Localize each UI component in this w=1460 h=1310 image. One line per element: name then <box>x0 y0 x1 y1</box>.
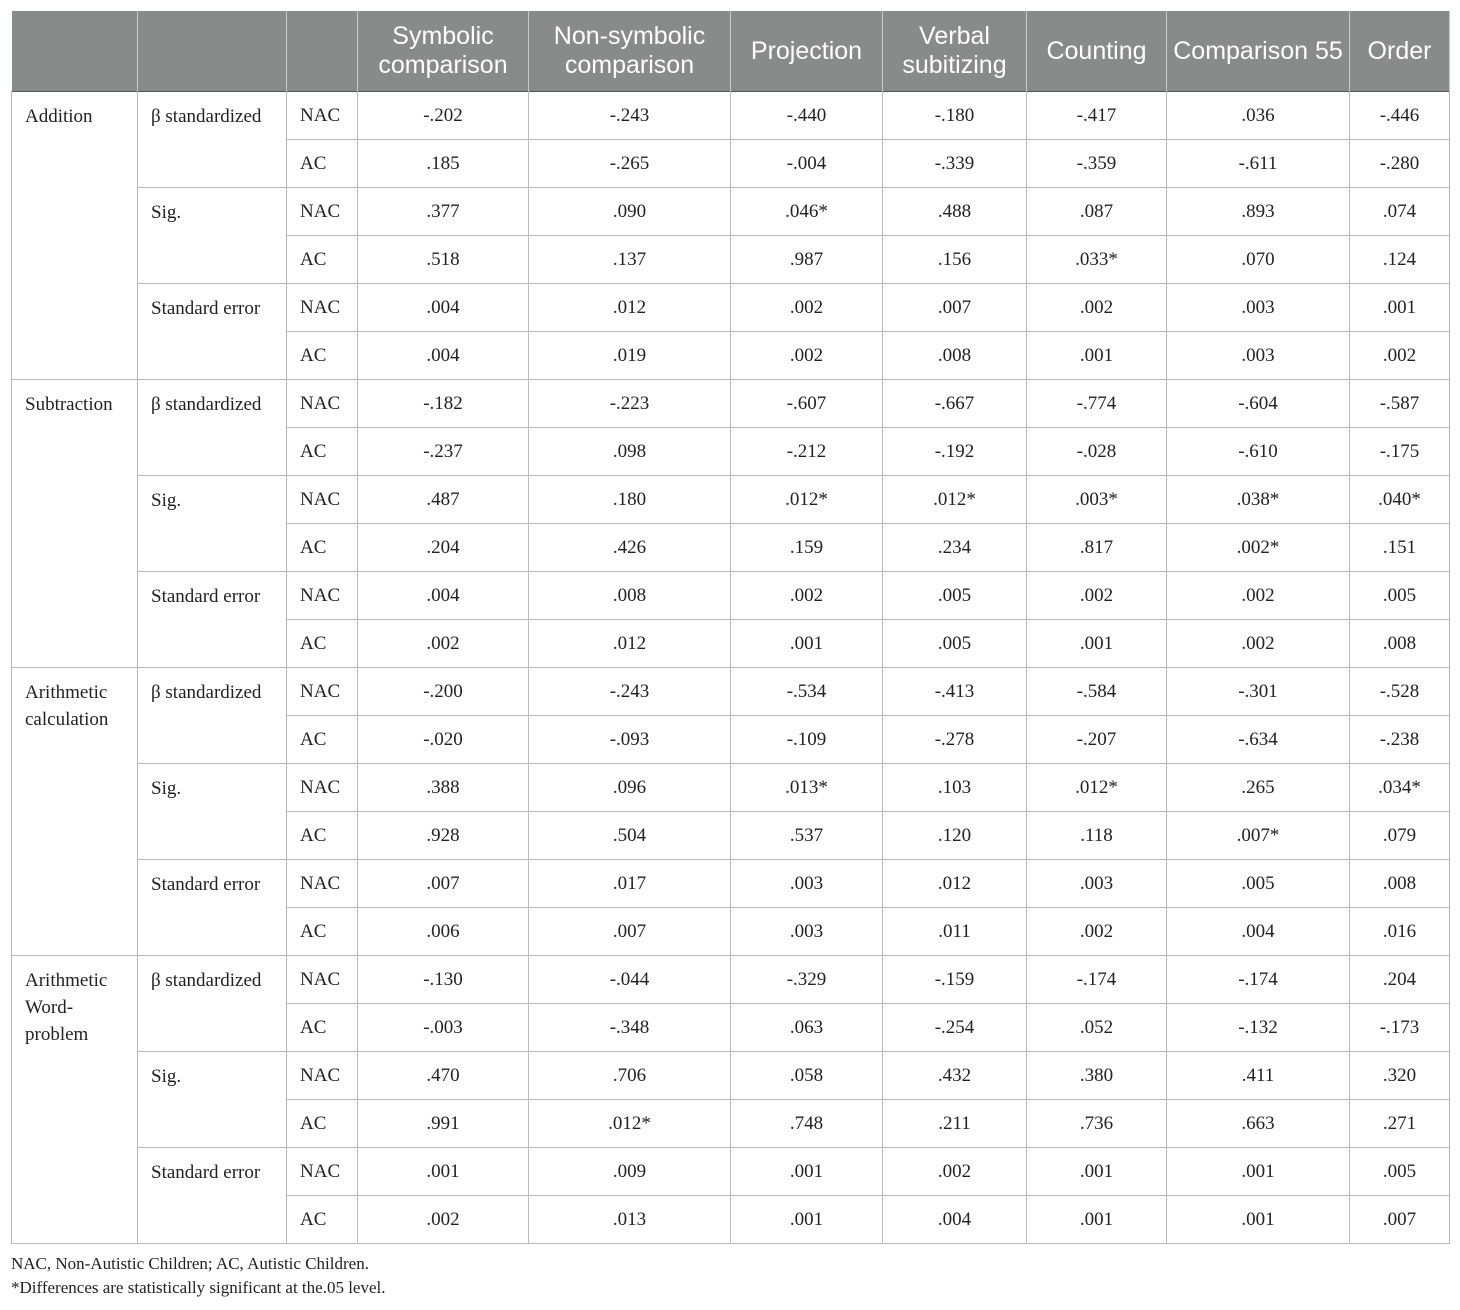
value-cell: .706 <box>529 1052 731 1100</box>
value-cell: -.200 <box>358 668 529 716</box>
task-label: Subtraction <box>12 380 138 668</box>
statistic-label: β standardized <box>138 956 287 1052</box>
value-cell: -.348 <box>529 1004 731 1052</box>
value-cell: .426 <box>529 524 731 572</box>
value-cell: -.339 <box>883 140 1027 188</box>
value-cell: -.440 <box>731 92 883 140</box>
value-cell: .070 <box>1167 236 1350 284</box>
value-cell: .005 <box>1350 572 1450 620</box>
table-row <box>12 572 1450 620</box>
value-cell: .096 <box>529 764 731 812</box>
group-label: AC <box>287 1004 358 1052</box>
group-label: NAC <box>287 1148 358 1196</box>
value-cell: .736 <box>1027 1100 1167 1148</box>
value-cell: .537 <box>731 812 883 860</box>
value-cell: -.528 <box>1350 668 1450 716</box>
column-header <box>138 11 287 92</box>
value-cell: .002* <box>1167 524 1350 572</box>
value-cell: .991 <box>358 1100 529 1148</box>
value-cell: -.280 <box>1350 140 1450 188</box>
value-cell: .103 <box>883 764 1027 812</box>
value-cell: -.610 <box>1167 428 1350 476</box>
value-cell: .002 <box>731 284 883 332</box>
value-cell: .002 <box>1167 572 1350 620</box>
group-label: NAC <box>287 572 358 620</box>
value-cell: .487 <box>358 476 529 524</box>
table-row <box>12 956 1450 1004</box>
value-cell: .008 <box>1350 860 1450 908</box>
value-cell: -.254 <box>883 1004 1027 1052</box>
column-header: Symbolic comparison <box>358 11 529 92</box>
value-cell: .012* <box>1027 764 1167 812</box>
value-cell: -.004 <box>731 140 883 188</box>
value-cell: .013 <box>529 1196 731 1244</box>
statistic-label: β standardized <box>138 380 287 476</box>
value-cell: .012* <box>731 476 883 524</box>
statistic-label: Sig. <box>138 476 287 572</box>
value-cell: -.534 <box>731 668 883 716</box>
statistic-label: Sig. <box>138 188 287 284</box>
table-row <box>12 1148 1450 1196</box>
value-cell: .012 <box>529 620 731 668</box>
statistic-label: Standard error <box>138 860 287 956</box>
value-cell: -.587 <box>1350 380 1450 428</box>
value-cell: -.607 <box>731 380 883 428</box>
value-cell: -.028 <box>1027 428 1167 476</box>
value-cell: .893 <box>1167 188 1350 236</box>
group-label: AC <box>287 812 358 860</box>
group-label: NAC <box>287 476 358 524</box>
value-cell: -.003 <box>358 1004 529 1052</box>
group-label: AC <box>287 1196 358 1244</box>
column-header <box>287 11 358 92</box>
group-label: AC <box>287 716 358 764</box>
column-header: Non-symbolic comparison <box>529 11 731 92</box>
value-cell: -.634 <box>1167 716 1350 764</box>
value-cell: .005 <box>883 572 1027 620</box>
value-cell: -.174 <box>1167 956 1350 1004</box>
value-cell: .137 <box>529 236 731 284</box>
value-cell: .004 <box>358 332 529 380</box>
table-row <box>12 668 1450 716</box>
value-cell: .008 <box>1350 620 1450 668</box>
value-cell: .004 <box>883 1196 1027 1244</box>
value-cell: .817 <box>1027 524 1167 572</box>
value-cell: .002 <box>883 1148 1027 1196</box>
value-cell: .001 <box>358 1148 529 1196</box>
value-cell: .003 <box>1167 332 1350 380</box>
statistic-label: β standardized <box>138 668 287 764</box>
column-header: Order <box>1350 11 1450 92</box>
value-cell: .388 <box>358 764 529 812</box>
statistic-label: β standardized <box>138 92 287 188</box>
value-cell: -.584 <box>1027 668 1167 716</box>
value-cell: .004 <box>358 572 529 620</box>
value-cell: -.020 <box>358 716 529 764</box>
value-cell: -.329 <box>731 956 883 1004</box>
value-cell: .012* <box>883 476 1027 524</box>
group-label: NAC <box>287 860 358 908</box>
value-cell: .006 <box>358 908 529 956</box>
value-cell: .008 <box>529 572 731 620</box>
value-cell: .001 <box>1027 1148 1167 1196</box>
group-label: AC <box>287 428 358 476</box>
value-cell: .518 <box>358 236 529 284</box>
value-cell: -.237 <box>358 428 529 476</box>
value-cell: .002 <box>1350 332 1450 380</box>
table-row <box>12 764 1450 812</box>
value-cell: .058 <box>731 1052 883 1100</box>
value-cell: .012 <box>529 284 731 332</box>
table-row <box>12 476 1450 524</box>
value-cell: .377 <box>358 188 529 236</box>
value-cell: .003 <box>1027 860 1167 908</box>
statistic-label: Standard error <box>138 572 287 668</box>
value-cell: .007 <box>529 908 731 956</box>
value-cell: -.207 <box>1027 716 1167 764</box>
value-cell: .040* <box>1350 476 1450 524</box>
value-cell: .159 <box>731 524 883 572</box>
value-cell: .001 <box>1167 1148 1350 1196</box>
value-cell: .003 <box>1167 284 1350 332</box>
table-row <box>12 92 1450 140</box>
value-cell: .002 <box>731 572 883 620</box>
column-header: Verbal subitizing <box>883 11 1027 92</box>
group-label: NAC <box>287 284 358 332</box>
group-label: NAC <box>287 188 358 236</box>
value-cell: .001 <box>1350 284 1450 332</box>
group-label: NAC <box>287 668 358 716</box>
value-cell: .079 <box>1350 812 1450 860</box>
value-cell: .320 <box>1350 1052 1450 1100</box>
value-cell: .036 <box>1167 92 1350 140</box>
value-cell: .234 <box>883 524 1027 572</box>
value-cell: .211 <box>883 1100 1027 1148</box>
table-row <box>12 860 1450 908</box>
value-cell: .204 <box>358 524 529 572</box>
value-cell: .987 <box>731 236 883 284</box>
value-cell: .204 <box>1350 956 1450 1004</box>
table-footnotes <box>11 1252 386 1300</box>
value-cell: -.604 <box>1167 380 1350 428</box>
value-cell: .470 <box>358 1052 529 1100</box>
group-label: AC <box>287 908 358 956</box>
value-cell: -.243 <box>529 92 731 140</box>
value-cell: .033* <box>1027 236 1167 284</box>
value-cell: -.611 <box>1167 140 1350 188</box>
results-table <box>11 11 1450 1244</box>
table-body <box>12 92 1450 1244</box>
value-cell: -.180 <box>883 92 1027 140</box>
value-cell: -.223 <box>529 380 731 428</box>
value-cell: -.109 <box>731 716 883 764</box>
value-cell: .002 <box>358 1196 529 1244</box>
value-cell: .411 <box>1167 1052 1350 1100</box>
value-cell: .002 <box>1027 284 1167 332</box>
value-cell: .002 <box>358 620 529 668</box>
value-cell: .663 <box>1167 1100 1350 1148</box>
value-cell: .003 <box>731 908 883 956</box>
group-label: AC <box>287 524 358 572</box>
value-cell: .098 <box>529 428 731 476</box>
value-cell: .002 <box>1027 572 1167 620</box>
column-header: Projection <box>731 11 883 92</box>
value-cell: .087 <box>1027 188 1167 236</box>
value-cell: -.359 <box>1027 140 1167 188</box>
group-label: AC <box>287 236 358 284</box>
value-cell: -.093 <box>529 716 731 764</box>
value-cell: .151 <box>1350 524 1450 572</box>
value-cell: .001 <box>731 1196 883 1244</box>
value-cell: .271 <box>1350 1100 1450 1148</box>
value-cell: .007* <box>1167 812 1350 860</box>
value-cell: .019 <box>529 332 731 380</box>
value-cell: .007 <box>1350 1196 1450 1244</box>
value-cell: .074 <box>1350 188 1450 236</box>
group-label: AC <box>287 1100 358 1148</box>
value-cell: .003* <box>1027 476 1167 524</box>
value-cell: .002 <box>731 332 883 380</box>
value-cell: .001 <box>731 1148 883 1196</box>
value-cell: .001 <box>1027 1196 1167 1244</box>
value-cell: .005 <box>1167 860 1350 908</box>
statistic-label: Sig. <box>138 764 287 860</box>
value-cell: -.044 <box>529 956 731 1004</box>
value-cell: .432 <box>883 1052 1027 1100</box>
group-label: NAC <box>287 1052 358 1100</box>
value-cell: -.446 <box>1350 92 1450 140</box>
value-cell: -.174 <box>1027 956 1167 1004</box>
value-cell: -.243 <box>529 668 731 716</box>
value-cell: .001 <box>1027 332 1167 380</box>
task-label: Arithmetic Word-problem <box>12 956 138 1244</box>
value-cell: -.192 <box>883 428 1027 476</box>
value-cell: .928 <box>358 812 529 860</box>
statistic-label: Sig. <box>138 1052 287 1148</box>
value-cell: .003 <box>731 860 883 908</box>
value-cell: -.301 <box>1167 668 1350 716</box>
value-cell: -.173 <box>1350 1004 1450 1052</box>
table-row <box>12 380 1450 428</box>
column-header: Counting <box>1027 11 1167 92</box>
value-cell: .012 <box>883 860 1027 908</box>
value-cell: .005 <box>883 620 1027 668</box>
value-cell: .120 <box>883 812 1027 860</box>
value-cell: .156 <box>883 236 1027 284</box>
value-cell: .124 <box>1350 236 1450 284</box>
value-cell: .002 <box>1167 620 1350 668</box>
value-cell: -.159 <box>883 956 1027 1004</box>
value-cell: .013* <box>731 764 883 812</box>
value-cell: .001 <box>731 620 883 668</box>
value-cell: .017 <box>529 860 731 908</box>
value-cell: .034* <box>1350 764 1450 812</box>
group-label: NAC <box>287 92 358 140</box>
group-label: NAC <box>287 956 358 1004</box>
value-cell: .007 <box>358 860 529 908</box>
value-cell: -.417 <box>1027 92 1167 140</box>
value-cell: .488 <box>883 188 1027 236</box>
value-cell: .063 <box>731 1004 883 1052</box>
value-cell: .011 <box>883 908 1027 956</box>
group-label: AC <box>287 620 358 668</box>
value-cell: -.212 <box>731 428 883 476</box>
value-cell: .052 <box>1027 1004 1167 1052</box>
value-cell: .118 <box>1027 812 1167 860</box>
group-label: AC <box>287 140 358 188</box>
value-cell: .090 <box>529 188 731 236</box>
value-cell: .038* <box>1167 476 1350 524</box>
value-cell: -.130 <box>358 956 529 1004</box>
value-cell: .001 <box>1167 1196 1350 1244</box>
value-cell: .046* <box>731 188 883 236</box>
value-cell: -.667 <box>883 380 1027 428</box>
table-row <box>12 284 1450 332</box>
abbreviation-note: NAC, Non-Autistic Children; AC, Autistic Children. <box>11 1254 369 1273</box>
value-cell: .005 <box>1350 1148 1450 1196</box>
value-cell: .007 <box>883 284 1027 332</box>
task-label: Arithmetic calculation <box>12 668 138 956</box>
value-cell: -.175 <box>1350 428 1450 476</box>
value-cell: .004 <box>1167 908 1350 956</box>
value-cell: .016 <box>1350 908 1450 956</box>
value-cell: .380 <box>1027 1052 1167 1100</box>
value-cell: -.202 <box>358 92 529 140</box>
value-cell: -.182 <box>358 380 529 428</box>
table-row <box>12 188 1450 236</box>
column-header: Comparison 55 <box>1167 11 1350 92</box>
value-cell: -.774 <box>1027 380 1167 428</box>
value-cell: .265 <box>1167 764 1350 812</box>
group-label: NAC <box>287 380 358 428</box>
value-cell: .004 <box>358 284 529 332</box>
column-header <box>12 11 138 92</box>
value-cell: .185 <box>358 140 529 188</box>
value-cell: .002 <box>1027 908 1167 956</box>
group-label: NAC <box>287 764 358 812</box>
value-cell: -.265 <box>529 140 731 188</box>
value-cell: .009 <box>529 1148 731 1196</box>
value-cell: .008 <box>883 332 1027 380</box>
value-cell: .012* <box>529 1100 731 1148</box>
statistic-label: Standard error <box>138 1148 287 1244</box>
statistic-label: Standard error <box>138 284 287 380</box>
value-cell: .748 <box>731 1100 883 1148</box>
value-cell: -.238 <box>1350 716 1450 764</box>
header-row <box>12 11 1450 92</box>
value-cell: .504 <box>529 812 731 860</box>
group-label: AC <box>287 332 358 380</box>
table-row <box>12 1052 1450 1100</box>
value-cell: .180 <box>529 476 731 524</box>
task-label: Addition <box>12 92 138 380</box>
value-cell: -.132 <box>1167 1004 1350 1052</box>
value-cell: .001 <box>1027 620 1167 668</box>
significance-note: *Differences are statistically significant at the.05 level. <box>11 1278 386 1297</box>
value-cell: -.413 <box>883 668 1027 716</box>
value-cell: -.278 <box>883 716 1027 764</box>
